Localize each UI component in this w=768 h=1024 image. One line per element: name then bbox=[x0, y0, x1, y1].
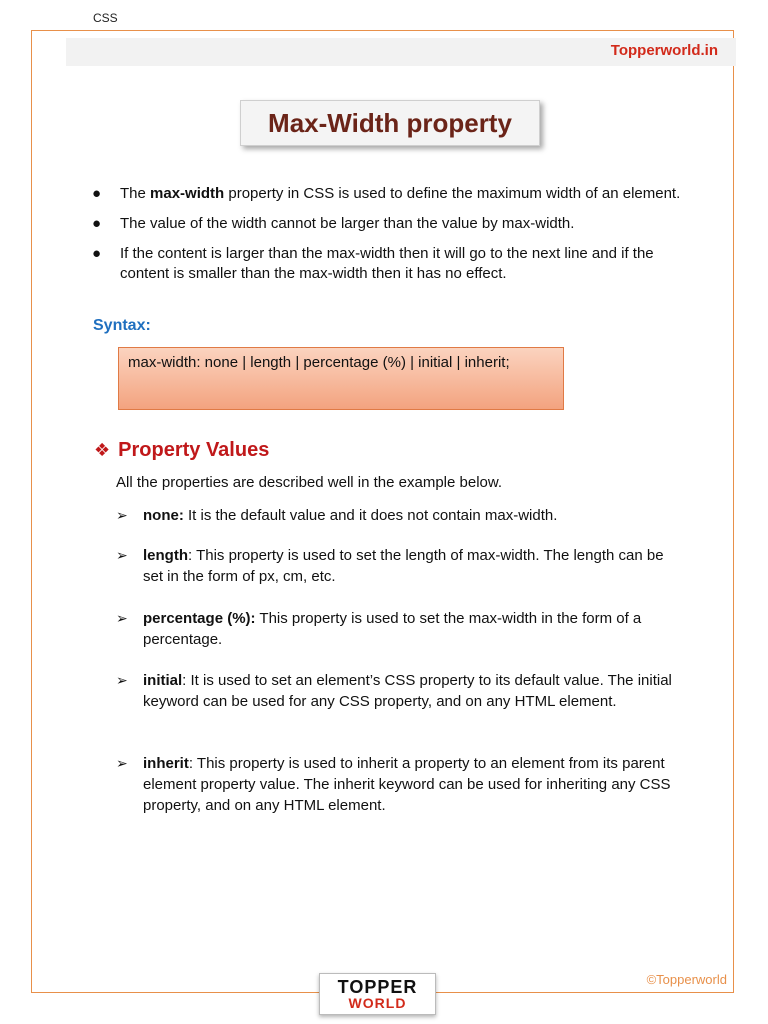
arrow-bullet-icon: ➢ bbox=[116, 755, 128, 771]
property-item-inherit bbox=[116, 753, 686, 816]
property-term: inherit bbox=[143, 755, 189, 772]
property-term: initial bbox=[143, 672, 183, 689]
bullet-pre: The value of the width cannot be larger than the value by max-width. bbox=[120, 215, 575, 232]
arrow-bullet-icon: ➢ bbox=[116, 672, 128, 688]
site-name: Topperworld.in bbox=[610, 42, 718, 59]
property-term: length bbox=[143, 547, 188, 564]
syntax-code-box: max-width: none | length | percentage (%) | initial | inherit; bbox=[118, 347, 564, 410]
property-text: This property is used to set the max-width in the form of a percentage. bbox=[143, 610, 642, 648]
bullet-pre: If the content is larger than the max-width then it will go to the next line and if the content is smaller than the max-width then it has no effect. bbox=[120, 245, 654, 282]
property-text: : This property is used to inherit a property to an element from its parent element property value. The inherit keyword can be used for inheriting any CSS property, and on any HTML element. bbox=[143, 755, 671, 814]
property-values-title: Property Values bbox=[118, 439, 270, 461]
logo-text-bottom: WORLD bbox=[348, 994, 407, 1011]
bullet-icon: ● bbox=[92, 245, 102, 262]
logo-text-top: TOPPER bbox=[337, 976, 418, 997]
diamond-bullet-icon: ❖ bbox=[94, 440, 111, 460]
header-label: CSS bbox=[93, 11, 118, 25]
property-item-body bbox=[143, 670, 686, 712]
site-bar bbox=[66, 38, 736, 66]
property-item-length bbox=[116, 545, 686, 587]
bullet-pre: The bbox=[120, 185, 151, 202]
property-item-body bbox=[143, 753, 686, 816]
bullet-icon: ● bbox=[92, 215, 102, 232]
bullet-item bbox=[92, 184, 692, 204]
copyright-text: ©Topperworld bbox=[646, 972, 727, 987]
bullet-item bbox=[92, 244, 692, 284]
property-item-initial bbox=[116, 670, 686, 712]
property-item-body bbox=[143, 608, 686, 650]
page-title: Max-Width property bbox=[268, 107, 512, 138]
syntax-heading: Syntax: bbox=[93, 317, 151, 334]
arrow-bullet-icon: ➢ bbox=[116, 547, 128, 563]
bullet-post: property in CSS is used to define the maximum width of an element. bbox=[224, 185, 681, 202]
bullet-item bbox=[92, 214, 692, 234]
arrow-bullet-icon: ➢ bbox=[116, 507, 128, 523]
property-term: none: bbox=[143, 507, 184, 524]
property-text: : This property is used to set the length of max-width. The length can be set in the form of px, cm, etc. bbox=[143, 547, 664, 585]
topperworld-logo bbox=[319, 973, 436, 1015]
bullet-bold: max-width bbox=[150, 185, 225, 202]
bullet-icon: ● bbox=[92, 185, 102, 202]
property-term: percentage (%): bbox=[143, 610, 256, 627]
arrow-bullet-icon: ➢ bbox=[116, 610, 128, 626]
property-item-none bbox=[116, 505, 686, 526]
property-item-body bbox=[143, 505, 686, 526]
property-item-percentage bbox=[116, 608, 686, 650]
bullet-list bbox=[92, 184, 692, 294]
property-text: : It is used to set an element’s CSS property to its default value. The initial keyword can be used for any CSS property, and on any HTML element. bbox=[143, 672, 672, 710]
property-text: It is the default value and it does not contain max-width. bbox=[183, 507, 558, 524]
property-values-heading bbox=[94, 439, 269, 462]
property-values-intro: All the properties are described well in the example below. bbox=[116, 474, 503, 491]
title-box bbox=[240, 100, 540, 146]
property-item-body bbox=[143, 545, 686, 587]
